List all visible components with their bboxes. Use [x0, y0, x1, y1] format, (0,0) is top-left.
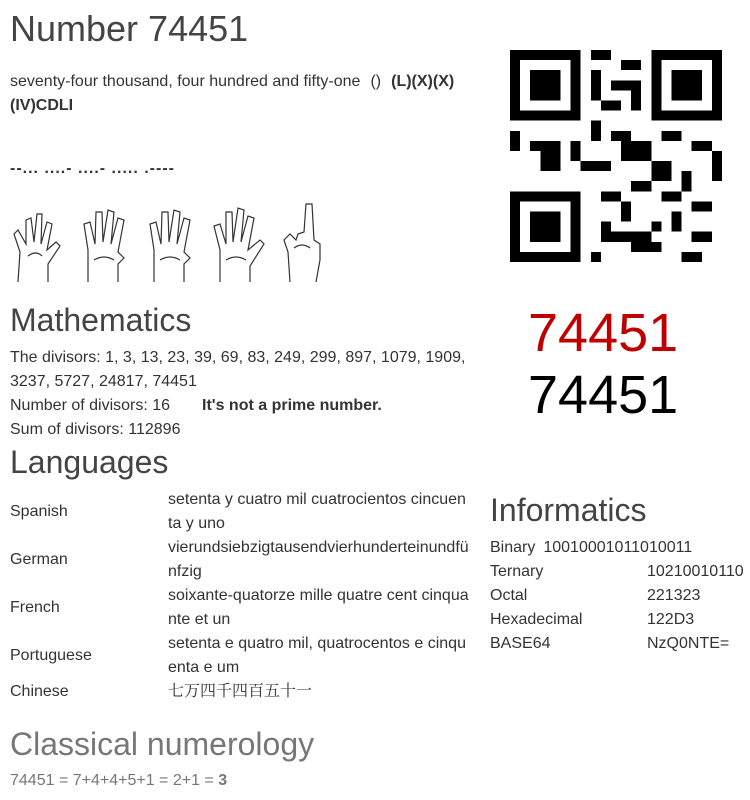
info-row-binary — [490, 536, 748, 560]
empty-parentheses: () — [370, 73, 382, 90]
five-fingers-icon — [210, 200, 266, 282]
number-display-red: 74451 — [528, 303, 679, 363]
roman-numeral: (L)(X)(X)(IV)CDLI — [10, 73, 455, 114]
finger-counting-hands — [10, 200, 330, 282]
informatics-heading: Informatics — [490, 492, 647, 528]
language-row-chinese — [10, 680, 480, 704]
english-words: seventy-four thousand, four hundred and fifty-one — [10, 73, 361, 90]
info-value: 10010001011010011 — [543, 539, 693, 556]
languages-heading: Languages — [10, 444, 169, 480]
language-name: French — [10, 599, 60, 616]
language-text: setenta e quatro mil, quatrocentos e cinquenta e um — [168, 635, 466, 676]
prime-status: It's not a prime number. — [202, 397, 382, 414]
info-row-base64 — [490, 632, 748, 656]
language-row-spanish — [10, 488, 480, 536]
language-name: Spanish — [10, 503, 68, 520]
numerology-sum: 74451 = 7+4+4+5+1 = 2+1 = — [10, 772, 219, 789]
language-text: soixante-quatorze mille quatre cent cinquante et un — [168, 587, 469, 628]
informatics-table — [490, 536, 748, 656]
info-value: NzQ0NTE= — [647, 635, 730, 652]
info-label: Octal — [490, 587, 528, 604]
info-label: BASE64 — [490, 635, 551, 652]
numerology-heading: Classical numerology — [10, 726, 315, 762]
numerology-equation — [10, 772, 227, 790]
languages-table — [10, 488, 480, 704]
divisors-list: The divisors: 1, 3, 13, 23, 39, 69, 83, 249, 299, 897, 1079, 1909, 3237, 5727, 24817, 74451 — [10, 349, 466, 390]
numerology-result: 3 — [218, 772, 228, 789]
seven-fingers-icon — [10, 200, 66, 282]
language-name: German — [10, 551, 68, 568]
info-label: Ternary — [490, 563, 544, 580]
language-row-portuguese — [10, 632, 480, 680]
language-row-french — [10, 584, 480, 632]
language-name: Chinese — [10, 683, 69, 700]
page-title: Number 74451 — [10, 8, 249, 49]
info-value: 221323 — [647, 587, 701, 604]
language-text: setenta y cuatro mil cuatrocientos cincuenta y uno — [168, 491, 466, 532]
info-row-ternary — [490, 560, 748, 584]
info-value: 10210010110 — [647, 563, 744, 580]
number-display-black: 74451 — [528, 365, 679, 425]
four-fingers-icon — [144, 200, 200, 282]
mathematics-heading: Mathematics — [10, 302, 192, 338]
info-row-hexadecimal — [490, 608, 748, 632]
info-row-octal — [490, 584, 748, 608]
number-in-words — [10, 70, 480, 118]
morse-code: --... ....- ....- ..... .---- — [10, 160, 175, 177]
info-value: 122D3 — [647, 611, 695, 628]
one-finger-icon — [276, 200, 332, 282]
four-fingers-icon — [78, 200, 134, 282]
info-label: Binary — [490, 539, 536, 556]
language-row-german — [10, 536, 480, 584]
sum-of-divisors: Sum of divisors: 112896 — [10, 421, 181, 438]
language-name: Portuguese — [10, 647, 92, 664]
language-text: 七万四千四百五十一 — [168, 683, 313, 700]
number-of-divisors: Number of divisors: 16 — [10, 397, 171, 414]
info-label: Hexadecimal — [490, 611, 583, 628]
language-text: vierundsiebzigtausendvierhunderteinundfünfzig — [168, 539, 469, 580]
qr-code-icon — [510, 50, 722, 262]
